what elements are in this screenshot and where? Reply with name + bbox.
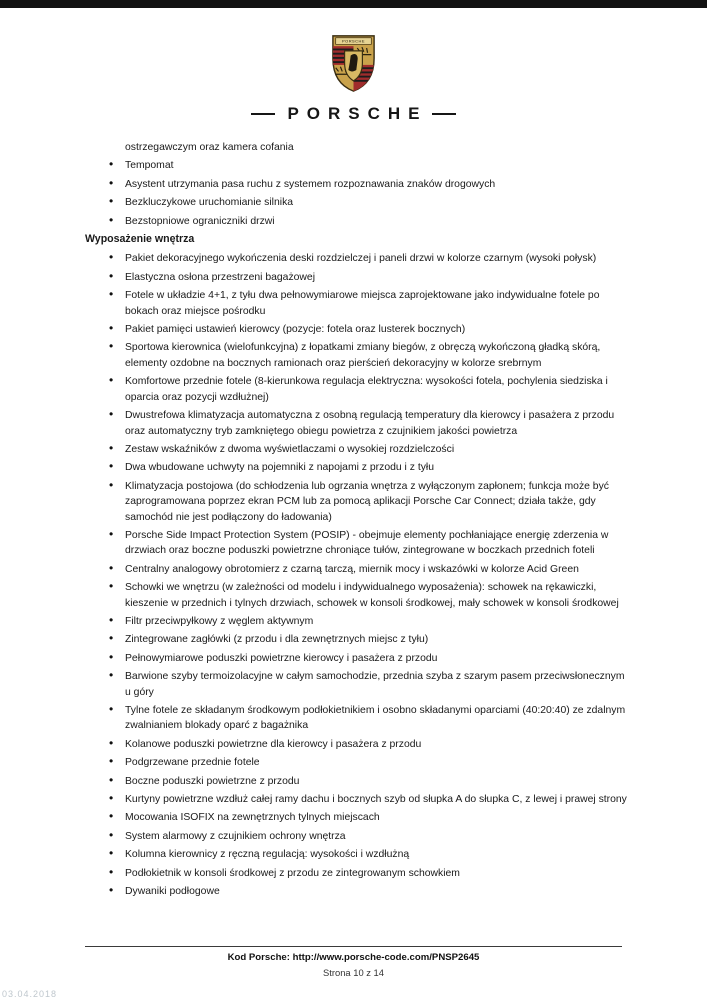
crest-banner-text: PORSCHE bbox=[342, 38, 365, 44]
porsche-code-line: Kod Porsche: http://www.porsche-code.com/PNSP2645 bbox=[227, 952, 480, 963]
porsche-wordmark bbox=[0, 104, 707, 124]
list-item-text: Tempomat bbox=[125, 160, 174, 172]
list-item bbox=[85, 580, 627, 611]
document-footer bbox=[0, 946, 707, 978]
bullet-icon: • bbox=[109, 407, 114, 422]
list-item-text: Pakiet pamięci ustawień kierowcy (pozycje: fotela oraz lusterek bocznych) bbox=[125, 324, 466, 336]
list-item-text: Filtr przeciwpyłkowy z węglem aktywnym bbox=[125, 615, 314, 627]
list-item-text: Bezstopniowe ograniczniki drzwi bbox=[125, 215, 275, 227]
list-item-text: Pakiet dekoracyjnego wykończenia deski rozdzielczej i paneli drzwi w kolorze czarnym (wysoki połysk) bbox=[125, 253, 597, 265]
bullet-icon: • bbox=[109, 791, 114, 806]
list-item bbox=[85, 479, 627, 525]
list-item-text: Dywaniki podłogowe bbox=[125, 886, 220, 898]
list-item bbox=[85, 829, 627, 844]
bullet-icon: • bbox=[109, 649, 114, 664]
list-item bbox=[85, 460, 627, 475]
list-item-text: Tylne fotele ze składanym środkowym podłokietnikiem i osobno składanymi oparciami (40:20:40) ze zdalnym zwalnianiem blokady oparć z bagażnika bbox=[125, 705, 626, 732]
document-header bbox=[0, 0, 707, 124]
list-item-text: Fotele w układzie 4+1, z tyłu dwa pełnowymiarowe miejsca zaprojektowane jako indywidualne fotele po bokach oraz miejsce pośrodku bbox=[125, 290, 600, 317]
list-item-text: Zintegrowane zagłówki (z przodu i dla zewnętrznych miejsc z tyłu) bbox=[125, 634, 429, 646]
list-item bbox=[85, 528, 627, 559]
bullet-icon: • bbox=[109, 373, 114, 388]
list-item-text: Podłokietnik w konsoli środkowej z przodu ze zintegrowanym schowkiem bbox=[125, 867, 460, 879]
wordmark-right-rule bbox=[432, 113, 456, 115]
list-item-text: Barwione szyby termoizolacyjne w całym samochodzie, przednia szyba z szarym pasem przeciwsłonecznym u góry bbox=[125, 671, 625, 698]
bullet-icon: • bbox=[109, 212, 114, 227]
bullet-icon: • bbox=[109, 579, 114, 594]
list-item bbox=[85, 847, 627, 862]
list-item bbox=[85, 651, 627, 666]
intro-equipment-list bbox=[85, 158, 627, 229]
list-item-text: Klimatyzacja postojowa (do schłodzenia lub ogrzania wnętrza z wyłączonym zapłonem; funkcja może być zaprogramowana poprzez ekran PCM lub za pomocą aplikacji Porsche Car Connect; działa także, gdy samochód nie jest podłączony do ładowania) bbox=[125, 480, 609, 523]
bullet-icon: • bbox=[109, 339, 114, 354]
list-item bbox=[85, 322, 627, 337]
list-item bbox=[85, 755, 627, 770]
bullet-icon: • bbox=[109, 846, 114, 861]
footer-divider bbox=[85, 946, 622, 947]
list-item-text: Podgrzewane przednie fotele bbox=[125, 757, 260, 769]
list-item-text: Mocowania ISOFIX na zewnętrznych tylnych miejscach bbox=[125, 812, 380, 824]
list-item bbox=[85, 737, 627, 752]
list-item-text: Porsche Side Impact Protection System (POSIP) - obejmuje elementy pochłaniające energię zderzenia w drzwiach oraz boczne poduszki powietrzne chroniące tułów, zintegrowane w boczkach przednich foteli bbox=[125, 529, 609, 557]
bullet-icon: • bbox=[109, 560, 114, 575]
page-number: Strona 10 z 14 bbox=[323, 967, 384, 978]
list-item bbox=[85, 374, 627, 405]
list-item-text: Centralny analogowy obrotomierz z czarną tarczą, miernik mocy i wskazówki w kolorze Acid Green bbox=[125, 563, 579, 575]
bullet-icon: • bbox=[109, 440, 114, 455]
continuation-line: ostrzegawczym oraz kamera cofania bbox=[125, 142, 294, 153]
bullet-icon: • bbox=[109, 321, 114, 336]
list-item bbox=[85, 408, 627, 439]
interior-equipment-list bbox=[85, 251, 627, 899]
bullet-icon: • bbox=[109, 194, 114, 209]
list-item bbox=[85, 251, 627, 266]
list-item-text: Sportowa kierownica (wielofunkcyjna) z łopatkami zmiany biegów, z obręczą wykończoną gładką skórą, elementy ozdobne na bocznych ramionach oraz pierścień dekoracyjny w kolorze srebrnym bbox=[125, 342, 601, 369]
bullet-icon: • bbox=[109, 754, 114, 769]
wordmark-left-rule bbox=[251, 113, 275, 115]
bullet-icon: • bbox=[109, 702, 114, 716]
list-item-text: Schowki we wnętrzu (w zależności od modelu i indywidualnego wyposażenia): schowek na rękawiczki, kieszenie w przednich i tylnych drzwiach, schowek w konsoli środkowej, mały schowek w konsoli środkowej bbox=[125, 582, 619, 609]
bullet-icon: • bbox=[109, 459, 114, 474]
list-item bbox=[85, 866, 627, 881]
bullet-icon: • bbox=[109, 631, 114, 646]
list-item bbox=[85, 810, 627, 825]
list-item-text: Elastyczna osłona przestrzeni bagażowej bbox=[125, 271, 316, 283]
bullet-icon: • bbox=[109, 668, 114, 683]
bullet-icon: • bbox=[109, 864, 114, 879]
list-item bbox=[85, 340, 627, 371]
list-item bbox=[85, 884, 627, 899]
list-item bbox=[85, 703, 627, 734]
list-item-text: Komfortowe przednie fotele (8-kierunkowa regulacja elektryczna: wysokości fotela, pochylenia siedziska i oparcia oraz pozycji wzdłużnej) bbox=[125, 376, 608, 403]
list-item bbox=[85, 774, 627, 789]
bullet-icon: • bbox=[109, 268, 114, 283]
list-item bbox=[85, 270, 627, 285]
bullet-icon: • bbox=[109, 287, 114, 302]
list-item-text: Asystent utrzymania pasa ruchu z systemem rozpoznawania znaków drogowych bbox=[125, 178, 496, 190]
list-item-text: Dwa wbudowane uchwyty na pojemniki z napojami z przodu i z tyłu bbox=[125, 462, 434, 474]
porsche-crest-icon bbox=[330, 34, 377, 93]
list-item-text: Dwustrefowa klimatyzacja automatyczna z osobną regulacją temperatury dla kierowcy i pasażera z przodu oraz automatyczny tryb zamkniętego obiegu powietrza z czujnikiem jakości powietrza bbox=[125, 410, 615, 437]
list-item-text: System alarmowy z czujnikiem ochrony wnętrza bbox=[125, 830, 346, 842]
bullet-icon: • bbox=[109, 526, 114, 541]
list-item-text: Kurtyny powietrzne wzdłuż całej ramy dachu i bocznych szyb od słupka A do słupka C, z lewej i prawej strony bbox=[125, 794, 627, 806]
list-item-text: Pełnowymiarowe poduszki powietrzne kierowcy i pasażera z przodu bbox=[125, 652, 438, 664]
bullet-icon: • bbox=[109, 477, 114, 492]
list-item bbox=[85, 177, 627, 192]
list-item bbox=[85, 195, 627, 210]
bullet-icon: • bbox=[109, 157, 114, 172]
list-item bbox=[85, 158, 627, 173]
section-heading-interior: Wyposażenie wnętrza bbox=[85, 233, 195, 246]
list-item-text: Kolanowe poduszki powietrzne dla kierowcy i pasażera z przodu bbox=[125, 738, 422, 750]
list-item bbox=[85, 214, 627, 229]
list-item-text: Kolumna kierownicy z ręczną regulacją: wysokości i wzdłużną bbox=[125, 849, 410, 861]
list-item bbox=[85, 669, 627, 700]
list-item bbox=[85, 614, 627, 629]
bullet-icon: • bbox=[109, 735, 114, 750]
bullet-icon: • bbox=[109, 175, 114, 190]
list-item bbox=[85, 562, 627, 577]
list-item bbox=[85, 632, 627, 647]
bullet-icon: • bbox=[109, 883, 114, 898]
list-item-text: Boczne poduszki powietrzne z przodu bbox=[125, 775, 300, 787]
list-item-text: Zestaw wskaźników z dwoma wyświetlaczami o wysokiej rozdzielczości bbox=[125, 443, 455, 455]
equipment-list-body bbox=[0, 140, 707, 899]
bullet-icon: • bbox=[109, 772, 114, 787]
list-item bbox=[85, 442, 627, 457]
corner-watermark: 03.04.2018 bbox=[2, 989, 58, 999]
list-item bbox=[85, 792, 627, 807]
bullet-icon: • bbox=[109, 809, 114, 824]
page-top-bar bbox=[0, 0, 707, 8]
list-item bbox=[85, 288, 627, 319]
list-item-text: Bezkluczykowe uruchomianie silnika bbox=[125, 197, 294, 209]
brand-name: PORSCHE bbox=[287, 104, 428, 123]
bullet-icon: • bbox=[109, 250, 114, 265]
bullet-icon: • bbox=[109, 612, 114, 627]
bullet-icon: • bbox=[109, 827, 114, 842]
